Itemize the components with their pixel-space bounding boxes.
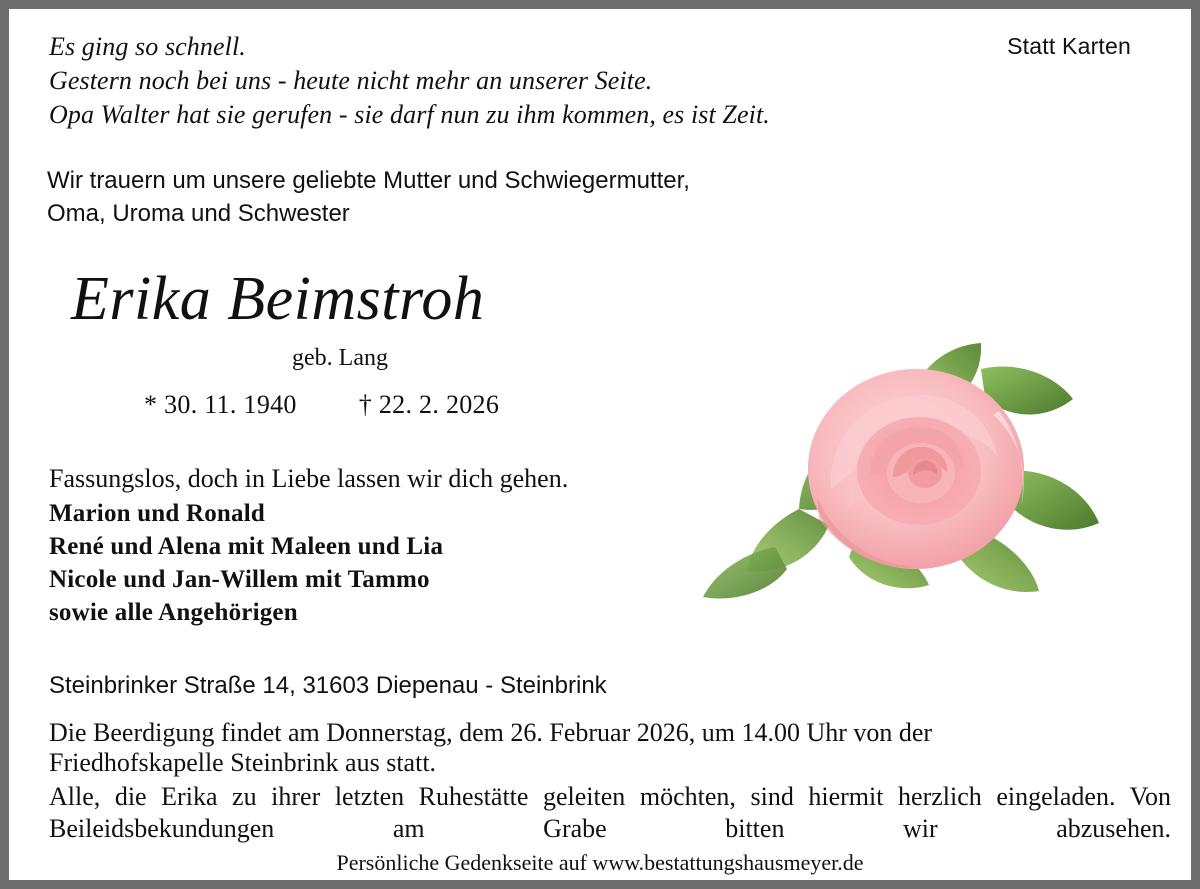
rose-bloom-icon bbox=[808, 369, 1024, 569]
mourner-line-2: René und Alena mit Maleen und Lia bbox=[49, 533, 444, 560]
family-address: Steinbrinker Straße 14, 31603 Diepenau - Steinbrink bbox=[49, 672, 607, 699]
verse-line-2: Gestern noch bei uns - heute nicht mehr an unserer Seite. bbox=[49, 66, 653, 95]
death-date: † 22. 2. 2026 bbox=[358, 390, 500, 419]
memorial-page-note: Persönliche Gedenkseite auf www.bestattungshausmeyer.de bbox=[336, 850, 864, 875]
mourner-line-3: Nicole und Jan-Willem mit Tammo bbox=[49, 566, 430, 593]
maiden-name: geb. Lang bbox=[292, 345, 388, 371]
mourner-line-4: sowie alle Angehörigen bbox=[49, 599, 298, 626]
statt-karten-note: Statt Karten bbox=[1007, 33, 1131, 59]
verse-line-3: Opa Walter hat sie gerufen - sie darf nun zu ihm kommen, es ist Zeit. bbox=[49, 100, 770, 129]
obituary-inner bbox=[9, 9, 1191, 880]
life-dates bbox=[144, 390, 499, 420]
rose-leaves-icon bbox=[703, 343, 1099, 599]
intro-line-2: Oma, Uroma und Schwester bbox=[47, 200, 350, 227]
verse-line-1: Es ging so schnell. bbox=[49, 32, 246, 61]
intro-line-1: Wir trauern um unsere geliebte Mutter und Schwiegermutter, bbox=[47, 167, 690, 194]
funeral-line-1: Die Beerdigung findet am Donnerstag, dem 26. Februar 2026, um 14.00 Uhr von der bbox=[49, 718, 933, 747]
funeral-line-3: Alle, die Erika zu ihrer letzten Ruhestätte geleiten möchten, sind hiermit herzlich eingeladen. Von Beileidsbekundungen am Grabe bitten wir abzusehen. bbox=[49, 782, 1171, 843]
deceased-name: Erika Beimstroh bbox=[71, 265, 485, 333]
mourning-lead: Fassungslos, doch in Liebe lassen wir dich gehen. bbox=[49, 464, 569, 493]
rose-icon bbox=[681, 339, 1151, 604]
funeral-line-2: Friedhofskapelle Steinbrink aus statt. bbox=[49, 748, 437, 777]
mourner-line-1: Marion und Ronald bbox=[49, 500, 265, 527]
birth-date: * 30. 11. 1940 bbox=[144, 390, 297, 419]
